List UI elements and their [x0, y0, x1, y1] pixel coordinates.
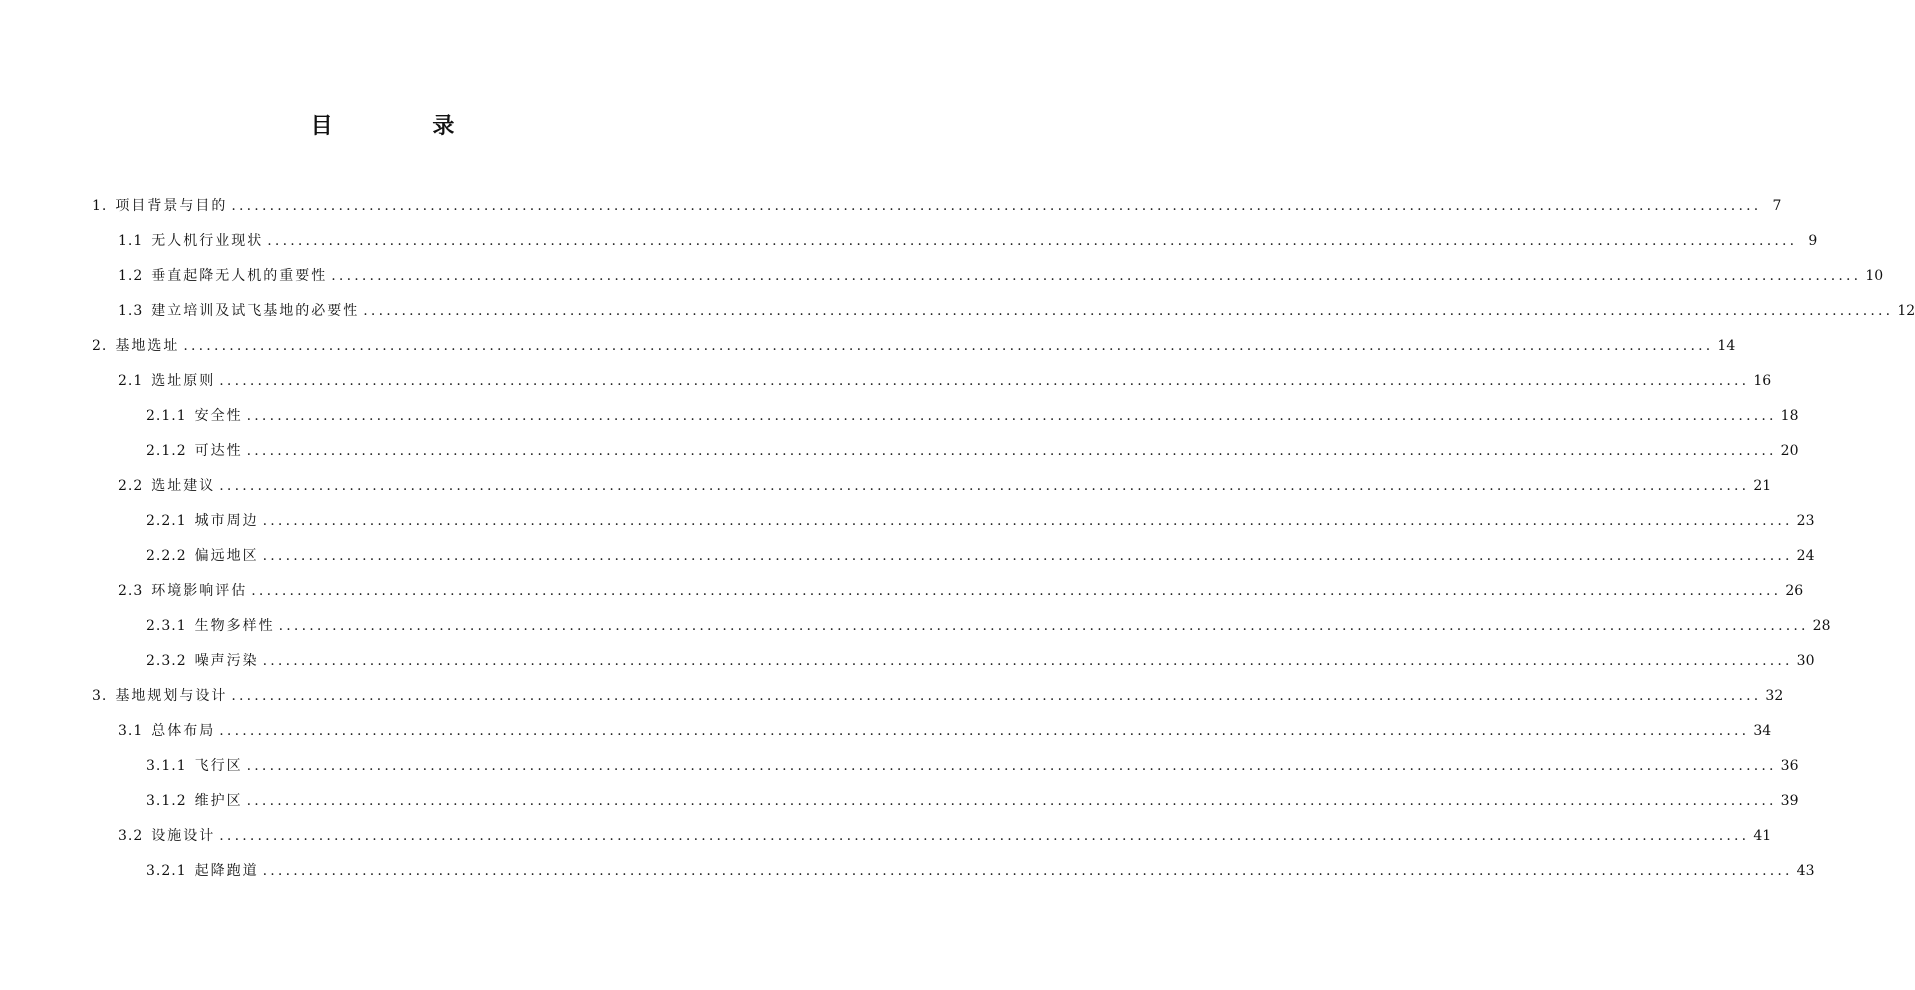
toc-entry-number: 3.2 — [118, 828, 144, 844]
toc-entry-page-number: 36 — [1780, 758, 1799, 774]
toc-entry-number: 3.1.2 — [146, 793, 187, 809]
toc-entry[interactable] — [92, 192, 1782, 216]
toc-entry-number: 3.1 — [118, 723, 144, 739]
toc-entry-page-number: 23 — [1796, 513, 1815, 529]
toc-entry-page-number: 24 — [1796, 548, 1815, 564]
toc-dot-leader: ........................................................................................................................................................................................................ — [219, 723, 1750, 739]
toc-entry-number: 3. — [92, 688, 108, 704]
toc-entry-number: 2.1.2 — [146, 443, 187, 459]
toc-dot-leader: ........................................................................................................................................................................................................ — [219, 828, 1750, 844]
toc-dot-leader: ........................................................................................................................................................................................................ — [363, 303, 1894, 319]
toc-entry-number: 1.2 — [118, 268, 144, 284]
toc-dot-leader: ........................................................................................................................................................................................................ — [219, 373, 1750, 389]
toc-entry-page-number: 41 — [1753, 828, 1772, 844]
toc-entry-label: 城市周边 — [194, 513, 259, 529]
toc-entry[interactable] — [118, 472, 1772, 496]
toc-dot-leader: ........................................................................................................................................................................................................ — [331, 268, 1862, 284]
toc-entry[interactable] — [118, 717, 1772, 741]
toc-dot-leader: ........................................................................................................................................................................................................ — [246, 443, 1777, 459]
toc-entry-label: 可达性 — [194, 443, 243, 459]
toc-entry-label: 选址原则 — [151, 373, 216, 389]
toc-entry-label: 起降跑道 — [194, 863, 259, 879]
toc-entry-page-number: 18 — [1780, 408, 1799, 424]
toc-entry[interactable] — [146, 647, 1815, 671]
toc-entry-page-number: 12 — [1897, 303, 1915, 319]
toc-dot-leader: ........................................................................................................................................................................................................ — [262, 513, 1793, 529]
toc-entry[interactable] — [146, 437, 1799, 461]
toc-entry-number: 2.2.1 — [146, 513, 187, 529]
toc-entry[interactable] — [118, 227, 1818, 251]
toc-entry[interactable] — [118, 262, 1884, 286]
toc-dot-leader: ........................................................................................................................................................................................................ — [251, 583, 1782, 599]
toc-entry-page-number: 21 — [1753, 478, 1772, 494]
toc-entry-number: 2.3.2 — [146, 653, 187, 669]
toc-dot-leader: ........................................................................................................................................................................................................ — [231, 198, 1762, 214]
toc-entry-page-number: 30 — [1796, 653, 1815, 669]
toc-entry-label: 生物多样性 — [194, 618, 275, 634]
toc-dot-leader: ........................................................................................................................................................................................................ — [267, 233, 1798, 249]
toc-dot-leader: ........................................................................................................................................................................................................ — [246, 793, 1777, 809]
toc-entry[interactable] — [118, 367, 1772, 391]
toc-entry-page-number: 28 — [1812, 618, 1831, 634]
toc-entry-number: 2.1 — [118, 373, 144, 389]
toc-entry[interactable] — [146, 752, 1799, 776]
toc-entry[interactable] — [146, 787, 1799, 811]
toc-entry-label: 噪声污染 — [194, 653, 259, 669]
toc-dot-leader: ........................................................................................................................................................................................................ — [231, 688, 1762, 704]
toc-dot-leader: ........................................................................................................................................................................................................ — [262, 548, 1793, 564]
toc-entry[interactable] — [92, 332, 1736, 356]
toc-entry-label: 建立培训及试飞基地的必要性 — [151, 303, 360, 319]
toc-entry-page-number: 20 — [1780, 443, 1799, 459]
toc-entry[interactable] — [146, 402, 1799, 426]
toc-entry-number: 2.1.1 — [146, 408, 187, 424]
toc-dot-leader: ........................................................................................................................................................................................................ — [262, 653, 1793, 669]
toc-entry[interactable] — [146, 542, 1815, 566]
toc-entry[interactable] — [146, 612, 1831, 636]
toc-entry-number: 1.3 — [118, 303, 144, 319]
toc-entry-page-number: 43 — [1796, 863, 1815, 879]
toc-entry-number: 2.2.2 — [146, 548, 187, 564]
toc-entry[interactable] — [146, 857, 1815, 881]
toc-entry[interactable] — [118, 822, 1772, 846]
toc-entry-label: 偏远地区 — [194, 548, 259, 564]
toc-entry-number: 2.3 — [118, 583, 144, 599]
toc-entry-label: 设施设计 — [151, 828, 216, 844]
toc-entry[interactable] — [118, 297, 1915, 321]
toc-entry[interactable] — [118, 577, 1804, 601]
toc-entry-number: 2. — [92, 338, 108, 354]
toc-entry-page-number: 34 — [1753, 723, 1772, 739]
toc-dot-leader: ........................................................................................................................................................................................................ — [278, 618, 1809, 634]
toc-entry-label: 总体布局 — [151, 723, 216, 739]
toc-dot-leader: ........................................................................................................................................................................................................ — [183, 338, 1714, 354]
toc-entry-page-number: 14 — [1717, 338, 1736, 354]
toc-entry-label: 基地规划与设计 — [115, 688, 228, 704]
toc-entry-number: 2.2 — [118, 478, 144, 494]
toc-entry-page-number: 32 — [1765, 688, 1784, 704]
page-title: 目 录 — [310, 114, 501, 139]
toc-entry-label: 基地选址 — [115, 338, 180, 354]
toc-entry-label: 项目背景与目的 — [115, 198, 228, 214]
toc-entry-page-number: 7 — [1772, 198, 1782, 214]
toc-entry-label: 维护区 — [194, 793, 243, 809]
toc-entry-page-number: 9 — [1808, 233, 1818, 249]
toc-entry-label: 飞行区 — [194, 758, 243, 774]
toc-entry-label: 选址建议 — [151, 478, 216, 494]
toc-entry-page-number: 10 — [1865, 268, 1884, 284]
toc-entry[interactable] — [92, 682, 1784, 706]
toc-entry-number: 3.1.1 — [146, 758, 187, 774]
toc-entry-page-number: 39 — [1780, 793, 1799, 809]
toc-entry-label: 环境影响评估 — [151, 583, 248, 599]
toc-entry-page-number: 16 — [1753, 373, 1772, 389]
toc-entry-label: 垂直起降无人机的重要性 — [151, 268, 328, 284]
toc-entry-number: 3.2.1 — [146, 863, 187, 879]
toc-dot-leader: ........................................................................................................................................................................................................ — [262, 863, 1793, 879]
toc-entry-number: 2.3.1 — [146, 618, 187, 634]
toc-dot-leader: ........................................................................................................................................................................................................ — [219, 478, 1750, 494]
toc-dot-leader: ........................................................................................................................................................................................................ — [246, 408, 1777, 424]
toc-dot-leader: ........................................................................................................................................................................................................ — [246, 758, 1777, 774]
toc-entry-page-number: 26 — [1785, 583, 1804, 599]
toc-entry[interactable] — [146, 507, 1815, 531]
toc-entry-number: 1.1 — [118, 233, 144, 249]
toc-entry-label: 安全性 — [194, 408, 243, 424]
toc-entry-number: 1. — [92, 198, 108, 214]
toc-entry-label: 无人机行业现状 — [151, 233, 264, 249]
